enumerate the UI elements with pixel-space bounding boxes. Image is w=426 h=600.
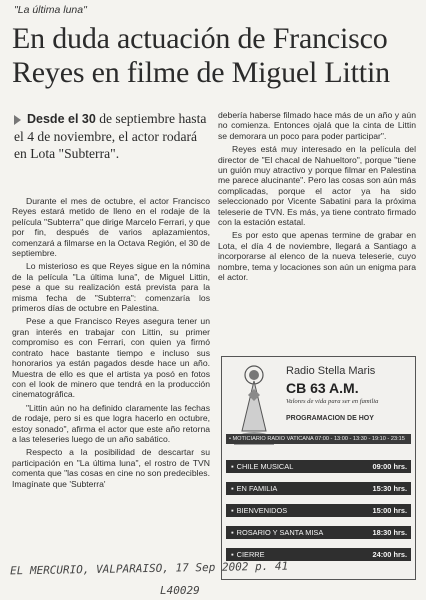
radio-frequency: CB 63 A.M.	[286, 380, 359, 396]
program-name: ▪ ROSARIO Y SANTA MISA	[231, 526, 323, 539]
left-column	[12, 196, 210, 489]
right-column	[218, 110, 416, 283]
deck-text: de septiembre hasta el 4 de noviembre, el actor rodará en Lota "Subterra".	[14, 111, 207, 161]
deck-lead: Desde el 30	[27, 112, 96, 126]
program-row	[226, 504, 411, 517]
program-time: 15:00 hrs.	[372, 506, 407, 515]
radio-station-name: Radio Stella Maris	[286, 365, 376, 377]
article-deck	[14, 110, 210, 162]
handwritten-source-note: EL MERCURIO, VALPARAISO, 17 Sep 2002 p. 41	[9, 559, 289, 578]
program-row	[226, 526, 411, 539]
radio-slogan: Valores de vida para ser en familia	[286, 398, 379, 405]
program-time: 24:00 hrs.	[372, 550, 407, 559]
article-kicker: "La última luna"	[14, 4, 87, 16]
program-name: ▪ BIENVENIDOS	[231, 504, 287, 517]
program-row	[226, 548, 411, 561]
article-headline: En duda actuación de Francisco Reyes en filme de Miguel Littin	[12, 22, 390, 89]
paragraph: "Littin aún no ha definido claramente las fechas de rodaje, pero si es que logra hacerlo en octubre, estoy sonado", afirma el actor que este año retorna a las teleseries luego de un año sabático.	[12, 402, 210, 444]
program-name: ▪ CIERRE	[231, 548, 265, 561]
program-row	[226, 482, 411, 495]
handwritten-archive-code: L40029	[160, 584, 200, 597]
program-heading: PROGRAMACION DE HOY	[286, 415, 374, 422]
paragraph: Reyes está muy interesado en la película del director de "El chacal de Nahueltoro", porque "tiene un guión muy atractivo y porque filmar en Palestina me parece alucinante". Pero las cosas son aún más complicadas, porque el actor ya ha sido seleccionado por Vicente Sabatini para la próxima teleserie de TVN. Es más, ya tiene contrato firmado con la estación estatal.	[218, 144, 416, 228]
program-row	[226, 460, 411, 473]
paragraph: Respecto a la posibilidad de descartar su participación en "La última luna", el rostro de TVN comenta que "las cosas en cine no son predecibles. Imagínate que 'Subterra'	[12, 447, 210, 489]
program-time: 15:30 hrs.	[372, 484, 407, 493]
radio-advertisement	[221, 356, 416, 580]
news-schedule-bar	[226, 434, 411, 444]
program-name: ▪ CHILE MUSICAL	[231, 460, 293, 473]
paragraph: Pese a que Francisco Reyes asegura tener un gran interés en trabajar con Littin, su primer compromiso es con Ferrari, con quien ya firmó contrato hace bastante tiempo e incluso sus honorarios ya están pagados desde hace un año. Muestra de ello es que el artista ya posó en fotos con el look de minero que tendrá en la producción cinematográfica.	[12, 316, 210, 400]
paragraph: Durante el mes de octubre, el actor Francisco Reyes estará metido de lleno en el rodaje de la película "Subterra" que dirige Marcelo Ferrari, y que por fin, después de varios aplazamientos, comenzará a filmarse en la Octava Región, el 30 de septiembre.	[12, 196, 210, 259]
program-name: ▪ EN FAMILIA	[231, 482, 277, 495]
news-schedule-text: • MOTICIARIO RADIO VATICANA 07:00 - 13:00 - 13:30 - 19:10 - 23:15	[229, 436, 405, 442]
paragraph: debería haberse filmado hace más de un año y aún no comienza. Entonces ojalá que la cinta de Littin se demorara un poco para poder participar".	[218, 110, 416, 141]
program-time: 18:30 hrs.	[372, 528, 407, 537]
program-time: 09:00 hrs.	[372, 462, 407, 471]
triangle-bullet-icon	[14, 115, 21, 125]
paragraph: Lo misterioso es que Reyes sigue en la nómina de la película "La última luna", de Miguel Littin, pese a que su realización está prevista para la misma fecha de "Subterra": comenzaría los primeros días de octubre en Palestina.	[12, 261, 210, 314]
paragraph: Es por esto que apenas termine de grabar en Lota, el día 4 de noviembre, llegará a Santiago a incorporarse al elenco de la nueva teleserie, cuyo nombre, tema y locaciones son aún un enigma para el actor.	[218, 230, 416, 283]
